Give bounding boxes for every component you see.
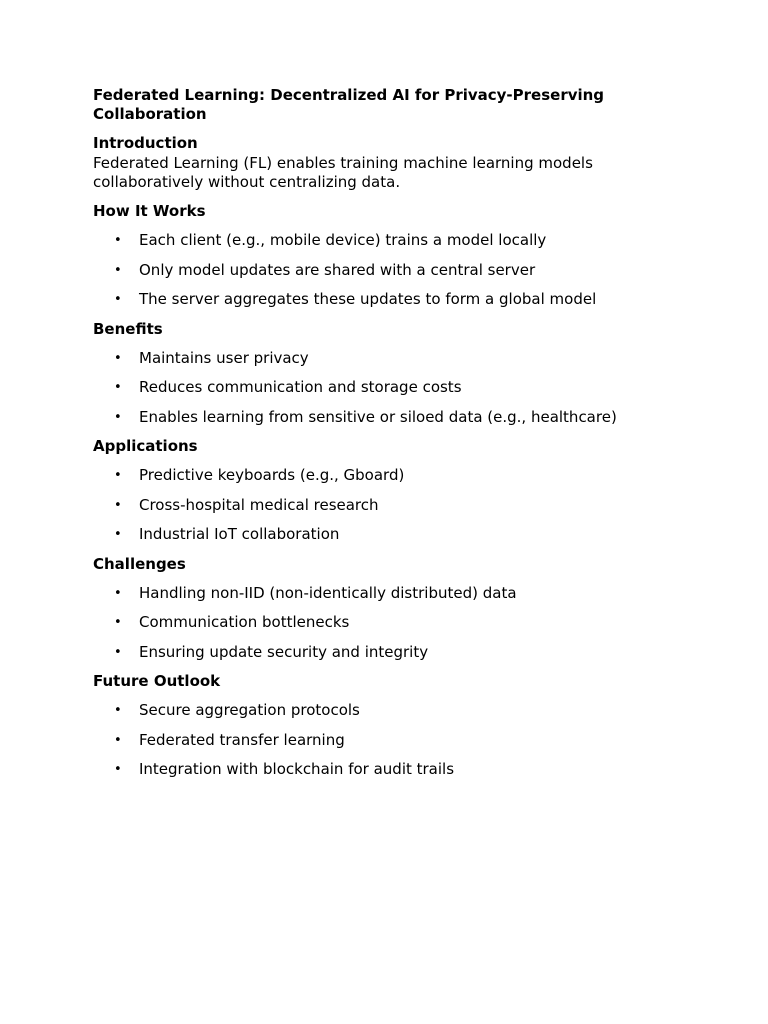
- bullet-list: [93, 456, 693, 544]
- section-heading-benefits: Benefits: [93, 319, 163, 338]
- bullet-icon: •: [114, 497, 122, 513]
- document-page: [93, 86, 693, 790]
- list-item-text: The server aggregates these updates to form a global model: [139, 290, 597, 308]
- list-item: [93, 408, 693, 427]
- bullet-icon: •: [114, 762, 122, 777]
- list-item-text: Industrial IoT collaboration: [139, 525, 340, 543]
- list-item-text: Only model updates are shared with a central server: [139, 260, 536, 279]
- list-item: [93, 496, 693, 515]
- bullet-list: [93, 691, 693, 779]
- bullet-icon: •: [114, 350, 122, 366]
- bullet-icon: •: [114, 233, 122, 248]
- list-item: [93, 231, 693, 250]
- list-item-text: Cross-hospital medical research: [139, 495, 379, 514]
- bullet-icon: •: [114, 732, 122, 748]
- section-heading-challenges: Challenges: [93, 554, 186, 573]
- list-item: [93, 731, 693, 750]
- section-future-outlook: [93, 672, 693, 779]
- list-item: [93, 261, 693, 280]
- bullet-icon: •: [114, 292, 122, 307]
- section-heading-introduction: Introduction: [93, 134, 198, 152]
- list-item-text: Enables learning from sensitive or siloed data (e.g., healthcare): [139, 407, 617, 426]
- list-item: [93, 290, 693, 309]
- list-item: [93, 378, 693, 397]
- list-item-text: Communication bottlenecks: [139, 613, 350, 631]
- list-item-text: Reduces communication and storage costs: [139, 378, 462, 396]
- bullet-icon: •: [114, 585, 122, 601]
- list-item: [93, 613, 693, 632]
- list-item-text: Predictive keyboards (e.g., Gboard): [139, 466, 405, 484]
- bullet-icon: •: [114, 527, 122, 542]
- list-item: [93, 701, 693, 720]
- section-heading-future-outlook: Future Outlook: [93, 672, 221, 690]
- bullet-icon: •: [114, 262, 122, 278]
- list-item-text: Federated transfer learning: [139, 730, 345, 749]
- sections-container: [93, 202, 693, 779]
- bullet-icon: •: [114, 644, 122, 660]
- bullet-list: [93, 221, 693, 309]
- bullet-icon: •: [114, 615, 122, 630]
- bullet-list: [93, 339, 693, 427]
- bullet-icon: •: [114, 409, 122, 425]
- section-applications: [93, 437, 693, 544]
- bullet-icon: •: [114, 468, 122, 483]
- list-item: [93, 584, 693, 603]
- list-item-text: Ensuring update security and integrity: [139, 642, 429, 661]
- list-item: [93, 349, 693, 368]
- section-introduction: [93, 134, 693, 192]
- bullet-icon: •: [114, 703, 122, 718]
- list-item: [93, 466, 693, 485]
- document-title: Federated Learning: Decentralized AI for Privacy-Preserving Collaboration: [93, 86, 605, 123]
- bullet-list: [93, 574, 693, 662]
- list-item-text: Maintains user privacy: [139, 348, 309, 367]
- section-heading-applications: Applications: [93, 437, 198, 455]
- section-heading-how-it-works: How It Works: [93, 202, 206, 220]
- list-item-text: Secure aggregation protocols: [139, 701, 360, 719]
- section-challenges: [93, 555, 693, 662]
- bullet-icon: •: [114, 380, 122, 395]
- list-item: [93, 525, 693, 544]
- introduction-paragraph: Federated Learning (FL) enables training machine learning models collaboratively without centralizing data.: [93, 154, 593, 191]
- section-how-it-works: [93, 202, 693, 309]
- list-item: [93, 643, 693, 662]
- list-item-text: Integration with blockchain for audit trails: [139, 760, 455, 778]
- section-benefits: [93, 320, 693, 427]
- list-item-text: Handling non-IID (non-identically distributed) data: [139, 583, 517, 602]
- list-item-text: Each client (e.g., mobile device) trains a model locally: [139, 231, 547, 249]
- list-item: [93, 760, 693, 779]
